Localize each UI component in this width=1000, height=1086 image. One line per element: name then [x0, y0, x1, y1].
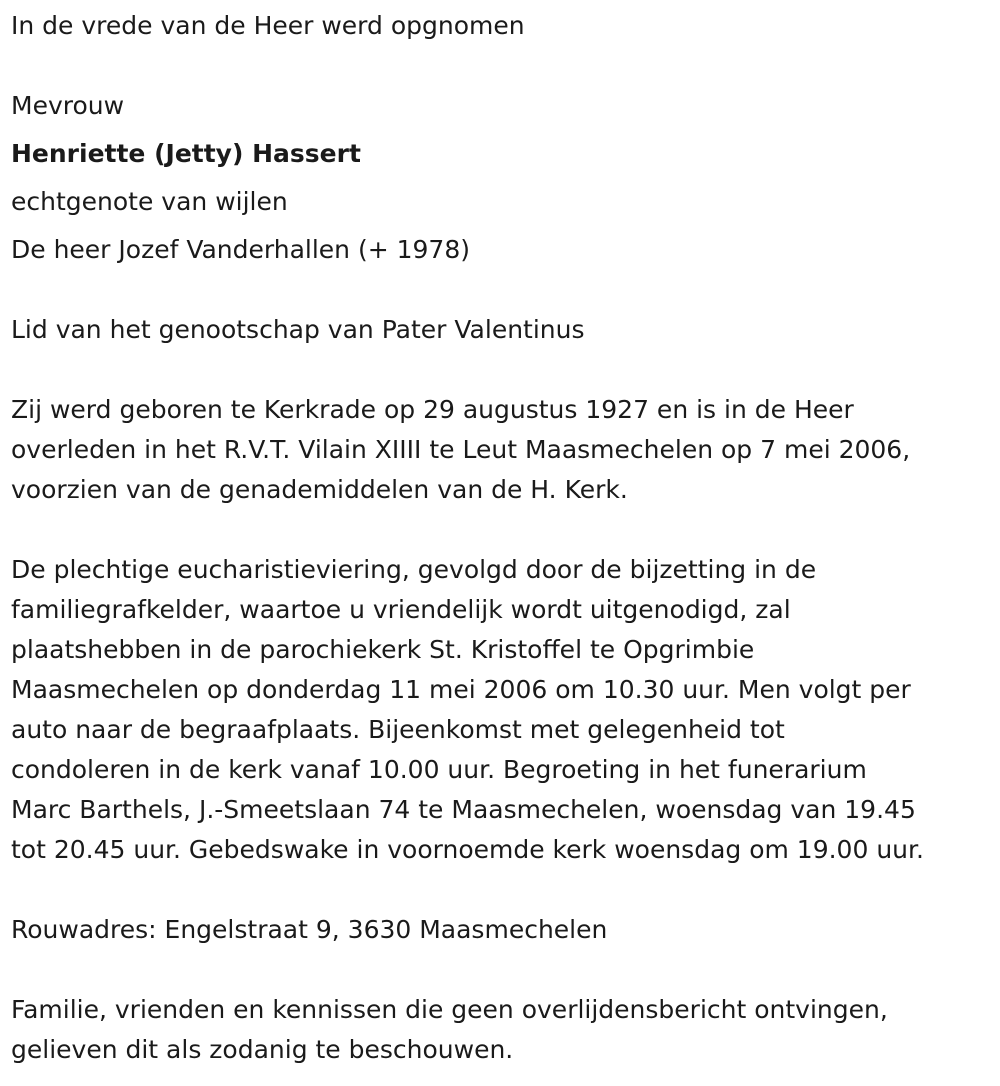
paragraph-line: voorzien van de genademiddelen van de H. Kerk. — [11, 475, 628, 504]
paragraph-line: auto naar de begraafplaats. Bijeenkomst met gelegenheid tot — [11, 715, 785, 744]
deceased-name: Henriette (Jetty) Hassert — [11, 139, 361, 168]
paragraph-line: gelieven dit als zodanig te beschouwen. — [11, 1035, 514, 1064]
intro-text: In de vrede van de Heer werd opgnomen — [11, 11, 525, 40]
paragraph-line: condoleren in de kerk vanaf 10.00 uur. Begroeting in het funerarium — [11, 755, 867, 784]
paragraph-line: Maasmechelen op donderdag 11 mei 2006 om 10.30 uur. Men volgt per — [11, 675, 911, 704]
closing-paragraph — [11, 990, 986, 1070]
paragraph-line: Zij werd geboren te Kerkrade op 29 augustus 1927 en is in de Heer — [11, 395, 854, 424]
paragraph-line: familiegrafkelder, waartoe u vriendelijk wordt uitgenodigd, zal — [11, 595, 791, 624]
ceremony-paragraph — [11, 550, 986, 870]
relation-text: echtgenote van wijlen — [11, 187, 288, 216]
paragraph-line: plaatshebben in de parochiekerk St. Kristoffel te Opgrimbie — [11, 635, 755, 664]
paragraph-line: tot 20.45 uur. Gebedswake in voornoemde kerk woensdag om 19.00 uur. — [11, 835, 924, 864]
paragraph-line: Familie, vrienden en kennissen die geen overlijdensbericht ontvingen, — [11, 995, 888, 1024]
mourning-address: Rouwadres: Engelstraat 9, 3630 Maasmechelen — [11, 915, 608, 944]
spouse-text: De heer Jozef Vanderhallen (+ 1978) — [11, 235, 470, 264]
paragraph-line: De plechtige eucharistieviering, gevolgd door de bijzetting in de — [11, 555, 817, 584]
paragraph-line: overleden in het R.V.T. Vilain XIIII te Leut Maasmechelen op 7 mei 2006, — [11, 435, 911, 464]
birth-death-paragraph — [11, 390, 986, 510]
paragraph-line: Marc Barthels, J.-Smeetslaan 74 te Maasmechelen, woensdag van 19.45 — [11, 795, 916, 824]
title-prefix: Mevrouw — [11, 91, 125, 120]
membership-text: Lid van het genootschap van Pater Valentinus — [11, 315, 585, 344]
